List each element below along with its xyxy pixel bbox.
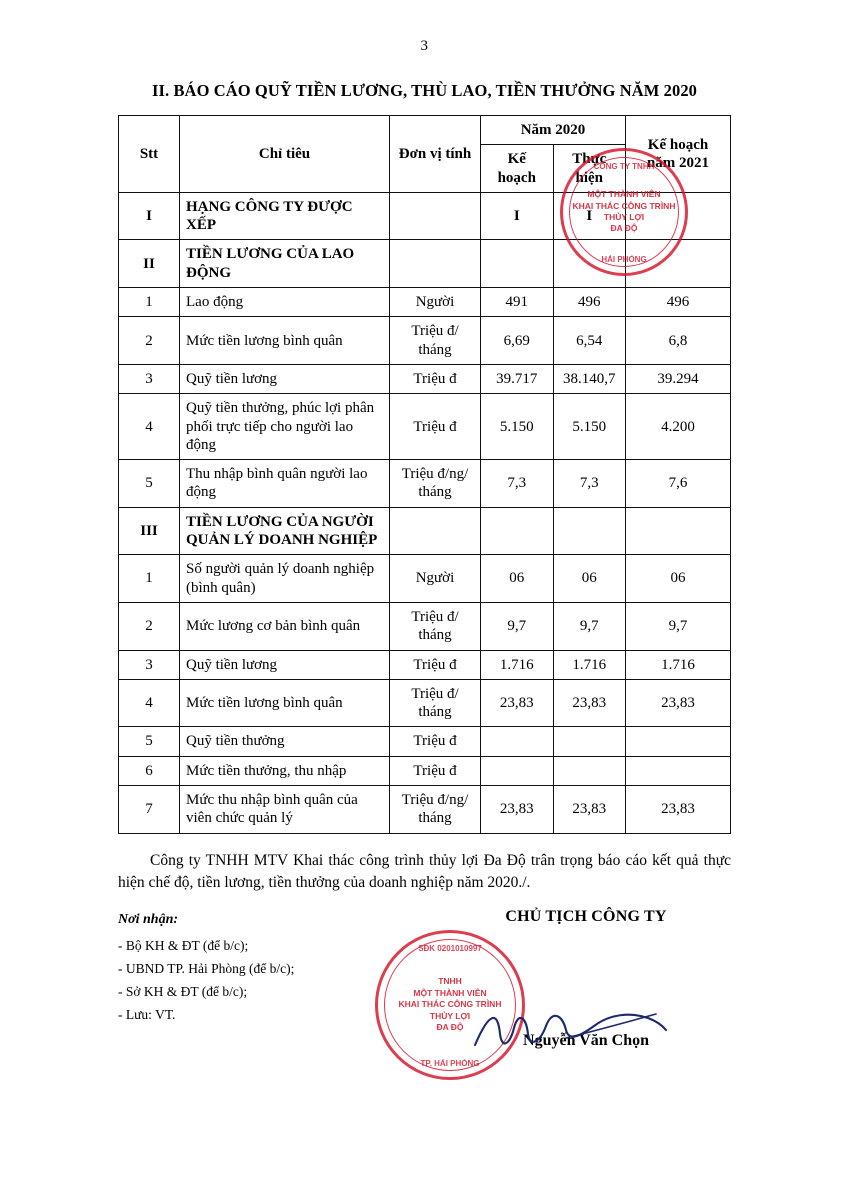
cell-ke-hoach-2020 — [481, 756, 554, 785]
cell-ke-hoach-2021: 6,8 — [626, 317, 731, 365]
cell-stt: 5 — [119, 727, 180, 756]
stamp-line: MỘT THÀNH VIÊN — [587, 189, 661, 200]
stamp-arc-top-text: SĐK 0201010997 — [418, 944, 482, 953]
recipients-block — [118, 908, 294, 1027]
cell-chi-tieu: Mức tiền thưởng, thu nhập — [180, 756, 390, 785]
table-body — [119, 192, 731, 833]
stamp-line: KHAI THÁC CÔNG TRÌNH — [572, 200, 676, 211]
table-row — [119, 555, 731, 603]
table-row — [119, 756, 731, 785]
page-number: 3 — [420, 38, 429, 54]
cell-thuc-hien-2020: 06 — [553, 555, 626, 603]
table-row — [119, 650, 731, 679]
cell-don-vi-tinh: Triệu đ/ng/ tháng — [390, 786, 481, 834]
cell-ke-hoach-2020: 7,3 — [481, 460, 554, 508]
cell-chi-tieu: Quỹ tiền lương — [180, 650, 390, 679]
cell-ke-hoach-2021 — [626, 507, 731, 555]
table-row — [119, 240, 731, 288]
cell-ke-hoach-2020: 1.716 — [481, 650, 554, 679]
cell-ke-hoach-2020: 06 — [481, 555, 554, 603]
salary-report-table — [118, 115, 731, 834]
cell-don-vi-tinh — [390, 507, 481, 555]
page-title: II. BÁO CÁO QUỸ TIỀN LƯƠNG, THÙ LAO, TIỀN THƯỞNG NĂM 2020 — [151, 81, 698, 100]
cell-chi-tieu: HẠNG CÔNG TY ĐƯỢC XẾP — [180, 192, 390, 240]
recipient-item: - Bộ KH & ĐT (để b/c); — [118, 937, 249, 953]
stamp-line: KHAI THÁC CÔNG TRÌNH — [398, 999, 502, 1010]
cell-chi-tieu: Mức lương cơ bản bình quân — [180, 602, 390, 650]
cell-ke-hoach-2020: 6,69 — [481, 317, 554, 365]
cell-stt: III — [119, 507, 180, 555]
cell-stt: 2 — [119, 602, 180, 650]
stamp-line: ĐA ĐỘ — [610, 223, 638, 234]
cell-don-vi-tinh: Triệu đ/ tháng — [390, 602, 481, 650]
cell-ke-hoach-2020 — [481, 240, 554, 288]
cell-chi-tieu: Lao động — [180, 288, 390, 317]
table-row — [119, 507, 731, 555]
table-header-row-1 — [119, 116, 731, 145]
recipient-item: - Sở KH & ĐT (để b/c); — [118, 984, 248, 1000]
cell-don-vi-tinh — [390, 240, 481, 288]
cell-stt: 3 — [119, 650, 180, 679]
cell-stt: 6 — [119, 756, 180, 785]
recipient-item: - Lưu: VT. — [118, 1007, 176, 1023]
cell-ke-hoach-2020: I — [481, 192, 554, 240]
cell-ke-hoach-2021 — [626, 192, 731, 240]
cell-ke-hoach-2021: 06 — [626, 555, 731, 603]
cell-stt: 2 — [119, 317, 180, 365]
cell-don-vi-tinh: Triệu đ — [390, 394, 481, 460]
cell-ke-hoach-2021 — [626, 240, 731, 288]
table-header — [119, 116, 731, 193]
cell-ke-hoach-2021 — [626, 756, 731, 785]
cell-don-vi-tinh: Triệu đ — [390, 364, 481, 393]
table-row — [119, 394, 731, 460]
cell-ke-hoach-2021: 496 — [626, 288, 731, 317]
recipients-heading: Nơi nhận: — [118, 911, 179, 927]
col-header-ke-hoach: Kế hoạch — [481, 145, 554, 193]
signer-role: CHỦ TỊCH CÔNG TY — [505, 907, 667, 925]
cell-thuc-hien-2020: 6,54 — [553, 317, 626, 365]
table-row — [119, 727, 731, 756]
closing-text: Công ty TNHH MTV Khai thác công trình thủy lợi Đa Độ trân trọng báo cáo kết quả thực hiện chế độ, tiền lương, tiền thưởng của doanh nghiệp năm 2020./. — [118, 851, 731, 891]
cell-thuc-hien-2020: 23,83 — [553, 786, 626, 834]
recipient-item: - UBND TP. Hải Phòng (để b/c); — [118, 960, 295, 976]
cell-chi-tieu: TIỀN LƯƠNG CỦA LAO ĐỘNG — [180, 240, 390, 288]
cell-thuc-hien-2020 — [553, 727, 626, 756]
table-row — [119, 317, 731, 365]
cell-thuc-hien-2020: 7,3 — [553, 460, 626, 508]
cell-don-vi-tinh: Triệu đ — [390, 650, 481, 679]
table-row — [119, 602, 731, 650]
cell-chi-tieu: Quỹ tiền thưởng, phúc lợi phân phối trực tiếp cho người lao động — [180, 394, 390, 460]
col-header-nam-2020: Năm 2020 — [481, 116, 626, 145]
table-row — [119, 679, 731, 727]
table-row — [119, 192, 731, 240]
cell-ke-hoach-2021: 39.294 — [626, 364, 731, 393]
cell-ke-hoach-2020: 39.717 — [481, 364, 554, 393]
cell-chi-tieu: Mức thu nhập bình quân của viên chức quản lý — [180, 786, 390, 834]
cell-chi-tieu: Số người quản lý doanh nghiệp (bình quân) — [180, 555, 390, 603]
cell-ke-hoach-2021: 23,83 — [626, 786, 731, 834]
cell-thuc-hien-2020: 38.140,7 — [553, 364, 626, 393]
cell-thuc-hien-2020: 9,7 — [553, 602, 626, 650]
cell-chi-tieu: Quỹ tiền thưởng — [180, 727, 390, 756]
cell-ke-hoach-2021: 9,7 — [626, 602, 731, 650]
cell-don-vi-tinh: Triệu đ — [390, 727, 481, 756]
cell-chi-tieu: Thu nhập bình quân người lao động — [180, 460, 390, 508]
closing-paragraph — [118, 850, 731, 894]
cell-chi-tieu: TIỀN LƯƠNG CỦA NGƯỜI QUẢN LÝ DOANH NGHIỆP — [180, 507, 390, 555]
cell-stt: I — [119, 192, 180, 240]
col-header-chi-tieu: Chỉ tiêu — [180, 116, 390, 193]
cell-stt: 7 — [119, 786, 180, 834]
cell-chi-tieu: Quỹ tiền lương — [180, 364, 390, 393]
cell-chi-tieu: Mức tiền lương bình quân — [180, 679, 390, 727]
stamp-line: THỦY LỢI — [603, 212, 645, 222]
cell-thuc-hien-2020: 496 — [553, 288, 626, 317]
cell-stt: 1 — [119, 555, 180, 603]
cell-ke-hoach-2020: 9,7 — [481, 602, 554, 650]
stamp-line: MỘT THÀNH VIÊN — [413, 987, 487, 998]
cell-thuc-hien-2020: I — [553, 192, 626, 240]
cell-stt: 3 — [119, 364, 180, 393]
cell-don-vi-tinh: Triệu đ/ tháng — [390, 679, 481, 727]
cell-stt: 5 — [119, 460, 180, 508]
stamp-arc-bottom-text: TP. HẢI PHÒNG — [420, 1059, 480, 1068]
stamp-arc-bottom-text: HẢI PHÒNG — [601, 255, 647, 264]
cell-ke-hoach-2021: 4.200 — [626, 394, 731, 460]
cell-stt: 4 — [119, 394, 180, 460]
col-header-don-vi-tinh: Đơn vị tính — [390, 116, 481, 193]
col-header-thuc-hien: Thực hiện — [553, 145, 626, 193]
cell-ke-hoach-2021: 7,6 — [626, 460, 731, 508]
signature-area — [118, 908, 731, 1068]
stamp-line: THỦY LỢI — [429, 1010, 471, 1021]
table-row — [119, 460, 731, 508]
cell-thuc-hien-2020: 23,83 — [553, 679, 626, 727]
cell-ke-hoach-2020: 23,83 — [481, 679, 554, 727]
stamp-line: TNHH — [438, 976, 462, 987]
cell-thuc-hien-2020: 1.716 — [553, 650, 626, 679]
cell-stt: II — [119, 240, 180, 288]
stamp-arc-top-text: CÔNG TY TNHH — [593, 162, 655, 171]
cell-ke-hoach-2020 — [481, 727, 554, 756]
cell-chi-tieu: Mức tiền lương bình quân — [180, 317, 390, 365]
cell-don-vi-tinh: Người — [390, 555, 481, 603]
col-header-ke-hoach-2021: Kế hoạch năm 2021 — [626, 116, 731, 193]
table-row — [119, 786, 731, 834]
cell-don-vi-tinh: Triệu đ/ tháng — [390, 317, 481, 365]
cell-ke-hoach-2021: 1.716 — [626, 650, 731, 679]
table-row — [119, 364, 731, 393]
cell-stt: 4 — [119, 679, 180, 727]
cell-ke-hoach-2020 — [481, 507, 554, 555]
cell-thuc-hien-2020: 5.150 — [553, 394, 626, 460]
cell-don-vi-tinh — [390, 192, 481, 240]
stamp-line: ĐA ĐỘ — [436, 1022, 464, 1033]
cell-don-vi-tinh: Người — [390, 288, 481, 317]
cell-thuc-hien-2020 — [553, 240, 626, 288]
cell-ke-hoach-2020: 23,83 — [481, 786, 554, 834]
cell-thuc-hien-2020 — [553, 756, 626, 785]
table-row — [119, 288, 731, 317]
cell-ke-hoach-2021 — [626, 727, 731, 756]
cell-ke-hoach-2020: 491 — [481, 288, 554, 317]
col-header-stt: Stt — [119, 116, 180, 193]
cell-stt: 1 — [119, 288, 180, 317]
signer-block — [441, 908, 731, 1050]
signer-name: Nguyễn Văn Chọn — [523, 1031, 649, 1049]
cell-don-vi-tinh: Triệu đ — [390, 756, 481, 785]
cell-don-vi-tinh: Triệu đ/ng/ tháng — [390, 460, 481, 508]
cell-ke-hoach-2020: 5.150 — [481, 394, 554, 460]
cell-ke-hoach-2021: 23,83 — [626, 679, 731, 727]
cell-thuc-hien-2020 — [553, 507, 626, 555]
